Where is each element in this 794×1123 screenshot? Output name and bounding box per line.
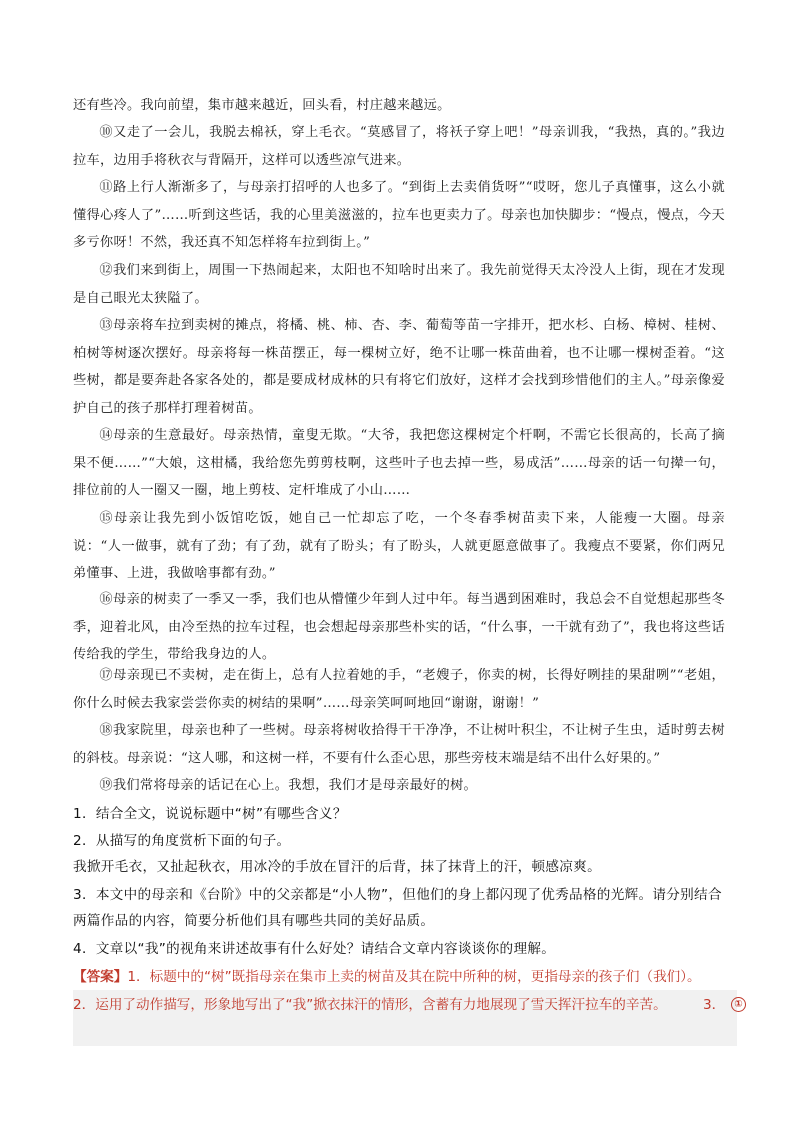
passage-paragraph-19: ⑲我们常将母亲的话记在心上。我想，我们才是母亲最好的树。 [99, 778, 478, 793]
passage-paragraph-12: ⑫我们来到街上，周围一下热闹起来，太阳也不知啥时出来了。我先前觉得天太冷没人上街，现在才发现是自己眼光太狭隘了。 [73, 263, 725, 306]
passage-paragraph-continuation: 还有些冷。我向前望，集市越来越近，回头看，村庄越来越远。 [73, 98, 451, 113]
answer-tag: 【答案】 [73, 969, 128, 985]
question-1: 1．结合全文，说说标题中“树”有哪些含义？ [73, 806, 347, 822]
answer-3-circled-one-icon: ① [731, 997, 746, 1012]
passage-paragraph-16: ⑯母亲的树卖了一季又一季，我们也从懵懂少年到人过中年。每当遇到困难时，我总会不自觉想起那些冬季，迎着北风，由冷至热的拉车过程，也会想起母亲那些朴实的话，“什么事，一干就有劲了”，我也将这些话传给我的学生，带给我身边的人。 [73, 592, 725, 662]
question-2-sentence: 我掀开毛衣，又扯起秋衣，用冰冷的手放在冒汗的后背，抹了抹背上的汗，顿感凉爽。 [73, 859, 601, 875]
passage-paragraph-17: ⑰母亲现已不卖树，走在街上，总有人拉着她的手，“老嫂子，你卖的树，长得好咧挂的果甜咧”“老姐，你什么时候去我家尝尝你卖的树结的果啊”……母亲笑呵呵地回“谢谢，谢谢！” [73, 668, 725, 711]
answer-line-2: 2．运用了动作描写，形象地写出了“我”掀衣抹汗的情形，含蓄有力地展现了雪天挥汗拉车的辛苦。 [73, 997, 667, 1013]
question-3-line-2: 两篇作品的内容，简要分析他们具有哪些共同的美好品质。 [73, 913, 435, 929]
question-2: 2．从描写的角度赏析下面的句子。 [73, 833, 291, 849]
answer-line-1 [73, 965, 753, 989]
passage-paragraph-14: ⑭母亲的生意最好。母亲热情，童叟无欺。“大爷，我把您这棵树定个杆啊，不需它长很高的，长高了摘果不便……”“大娘，这柑橘，我给您先剪剪枝啊，这些叶子也去掉一些，易成活”……母亲的话一句撵一句，排位前的人一圈又一圈，地上剪枝、定杆堆成了小山…… [73, 428, 725, 498]
question-3-line-1: 3．本文中的母亲和《台阶》中的父亲都是“小人物”，但他们的身上都闪现了优秀品格的光辉。请分别结合 [73, 887, 722, 903]
passage-paragraph-10: ⑩又走了一会儿，我脱去棉袄，穿上毛衣。“莫感冒了，将袄子穿上吧！”母亲训我，“我热，真的。”我边拉车，边用手将秋衣与背隔开，这样可以透些凉气进来。 [73, 125, 725, 168]
passage-paragraph-13: ⑬母亲将车拉到卖树的摊点，将橘、桃、柿、杏、李、葡萄等苗一字排开，把水杉、白杨、樟树、桂树、柏树等树逐次摆好。母亲将每一株苗摆正，每一棵树立好，绝不让哪一株苗曲着，也不让哪一棵树歪着。“这些树，都是要奔赴各家各处的，都是要成材成林的只有将它们放好，这样才会找到珍惜他们的主人。”母亲像爱护自己的孩子那样打理着树苗。 [73, 318, 725, 416]
passage-paragraph-15: ⑮母亲让我先到小饭馆吃饭，她自己一忙却忘了吃，一个冬春季树苗卖下来，人能瘦一大圈。母亲说：“人一做事，就有了劲；有了劲，就有了盼头；有了盼头，人就更愿意做事了。我瘦点不要紧，你们两兄弟懂事、上进，我做啥事都有劲。” [73, 511, 725, 581]
answer-3-number: 3． [703, 997, 726, 1013]
answer-1-text: 1．标题中的“树”既指母亲在集市上卖的树苗及其在院中所种的树，更指母亲的孩子们（我们）。 [127, 969, 701, 985]
passage-paragraph-11: ⑪路上行人渐渐多了，与母亲打招呼的人也多了。“到街上去卖俏货呀”“哎呀，您儿子真懂事，这么小就懂得心疼人了”……听到这些话，我的心里美滋滋的，拉车也更卖力了。母亲也加快脚步：“慢点，慢点，今天多亏你呀！不然，我还真不知怎样将车拉到街上。” [73, 180, 725, 250]
question-4: 4．文章以“我”的视角来讲述故事有什么好处？请结合文章内容谈谈你的理解。 [73, 941, 556, 957]
passage-paragraph-18: ⑱我家院里，母亲也种了一些树。母亲将树收拾得干干净净，不让树叶积尘，不让树子生虫，适时剪去树的斜枝。母亲说：“这人哪，和这树一样，不要有什么歪心思，那些旁枝末端是结不出什么好果的。” [73, 723, 725, 766]
